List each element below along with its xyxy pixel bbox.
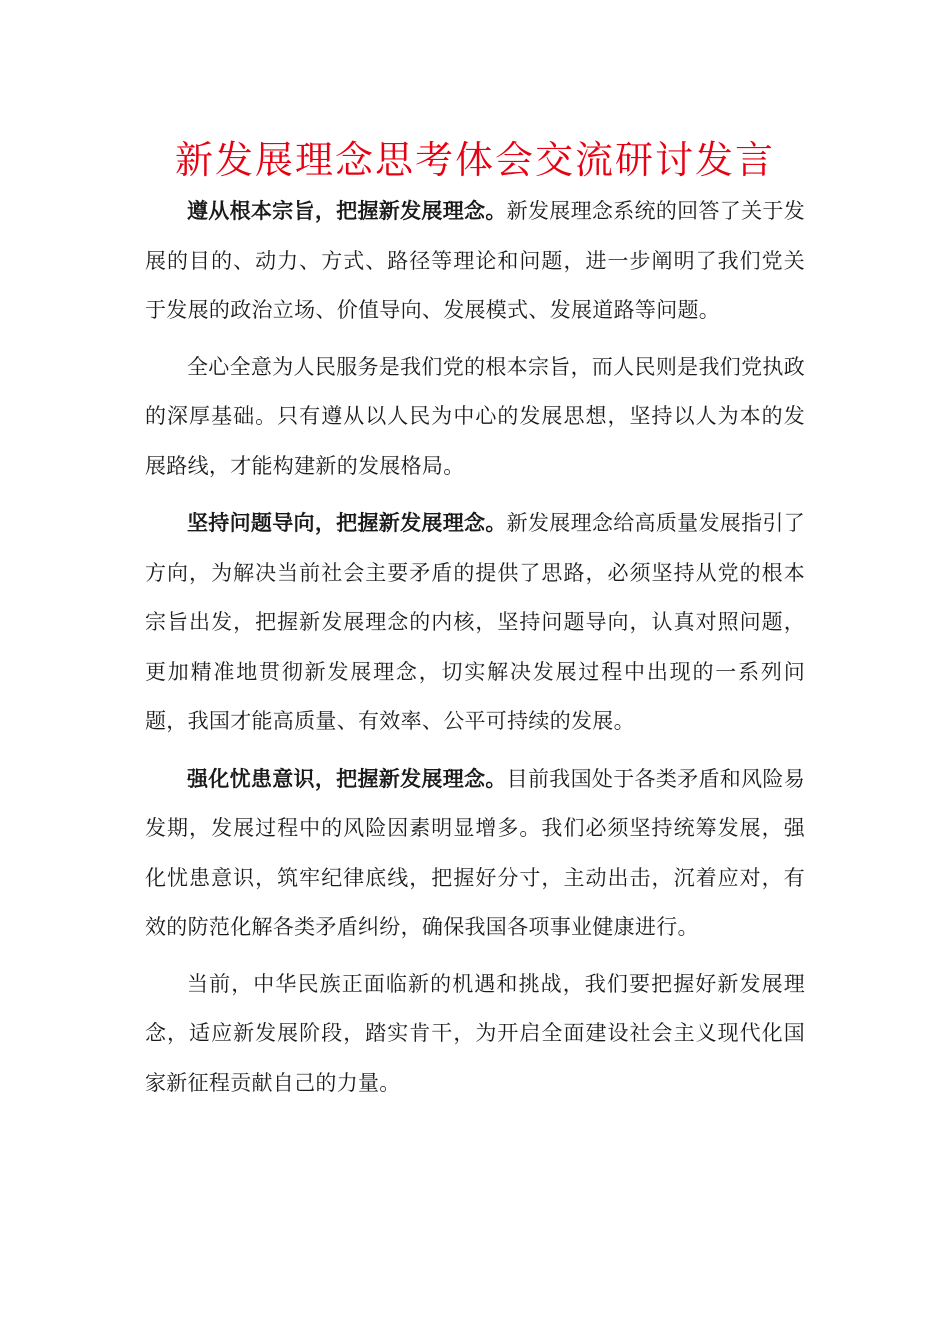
paragraph-heading: 坚持问题导向，把握新发展理念。 bbox=[187, 510, 507, 535]
paragraph-4 bbox=[145, 754, 805, 953]
paragraph-text: 当前，中华民族正面临新的机遇和挑战，我们要把握好新发展理念，适应新发展阶段，踏实肯干，为开启全面建设社会主义现代化国家新征程贡献自己的力量。 bbox=[145, 971, 805, 1095]
paragraph-heading: 遵从根本宗旨，把握新发展理念。 bbox=[187, 198, 507, 223]
paragraph-3 bbox=[145, 498, 805, 747]
document-title: 新发展理念思考体会交流研讨发言 bbox=[174, 138, 775, 182]
paragraph-heading: 强化忧患意识，把握新发展理念。 bbox=[187, 765, 507, 791]
paragraph-5 bbox=[145, 960, 805, 1109]
paragraph-text: 新发展理念系统的回答了关于发展的目的、动力、方式、路径等理论和问题，进一步阐明了我们党关于发展的政治立场、价值导向、发展模式、发展道路等问题。 bbox=[145, 199, 806, 322]
paragraph-text: 全心全意为人民服务是我们党的根本宗旨，而人民则是我们党执政的深厚基础。只有遵从以人民为中心的发展思想，坚持以人为本的发展路线，才能构建新的发展格局。 bbox=[145, 354, 805, 478]
document-body bbox=[145, 186, 805, 1115]
paragraph-2 bbox=[145, 343, 805, 492]
paragraph-1 bbox=[145, 186, 805, 336]
paragraph-text: 新发展理念给高质量发展指引了方向，为解决当前社会主要矛盾的提供了思路，必须坚持从党的根本宗旨出发，把握新发展理念的内核，坚持问题导向，认真对照问题，更加精准地贯彻新发展理念，切实解决发展过程中出现的一系列问题，我国才能高质量、有效率、公平可持续的发展。 bbox=[145, 511, 806, 733]
paragraph-text: 目前我国处于各类矛盾和风险易发期，发展过程中的风险因素明显增多。我们必须坚持统筹发展，强化忧患意识，筑牢纪律底线，把握好分寸，主动出击，沉着应对，有效的防范化解各类矛盾纠纷，确保我国各项事业健康进行。 bbox=[145, 766, 806, 939]
